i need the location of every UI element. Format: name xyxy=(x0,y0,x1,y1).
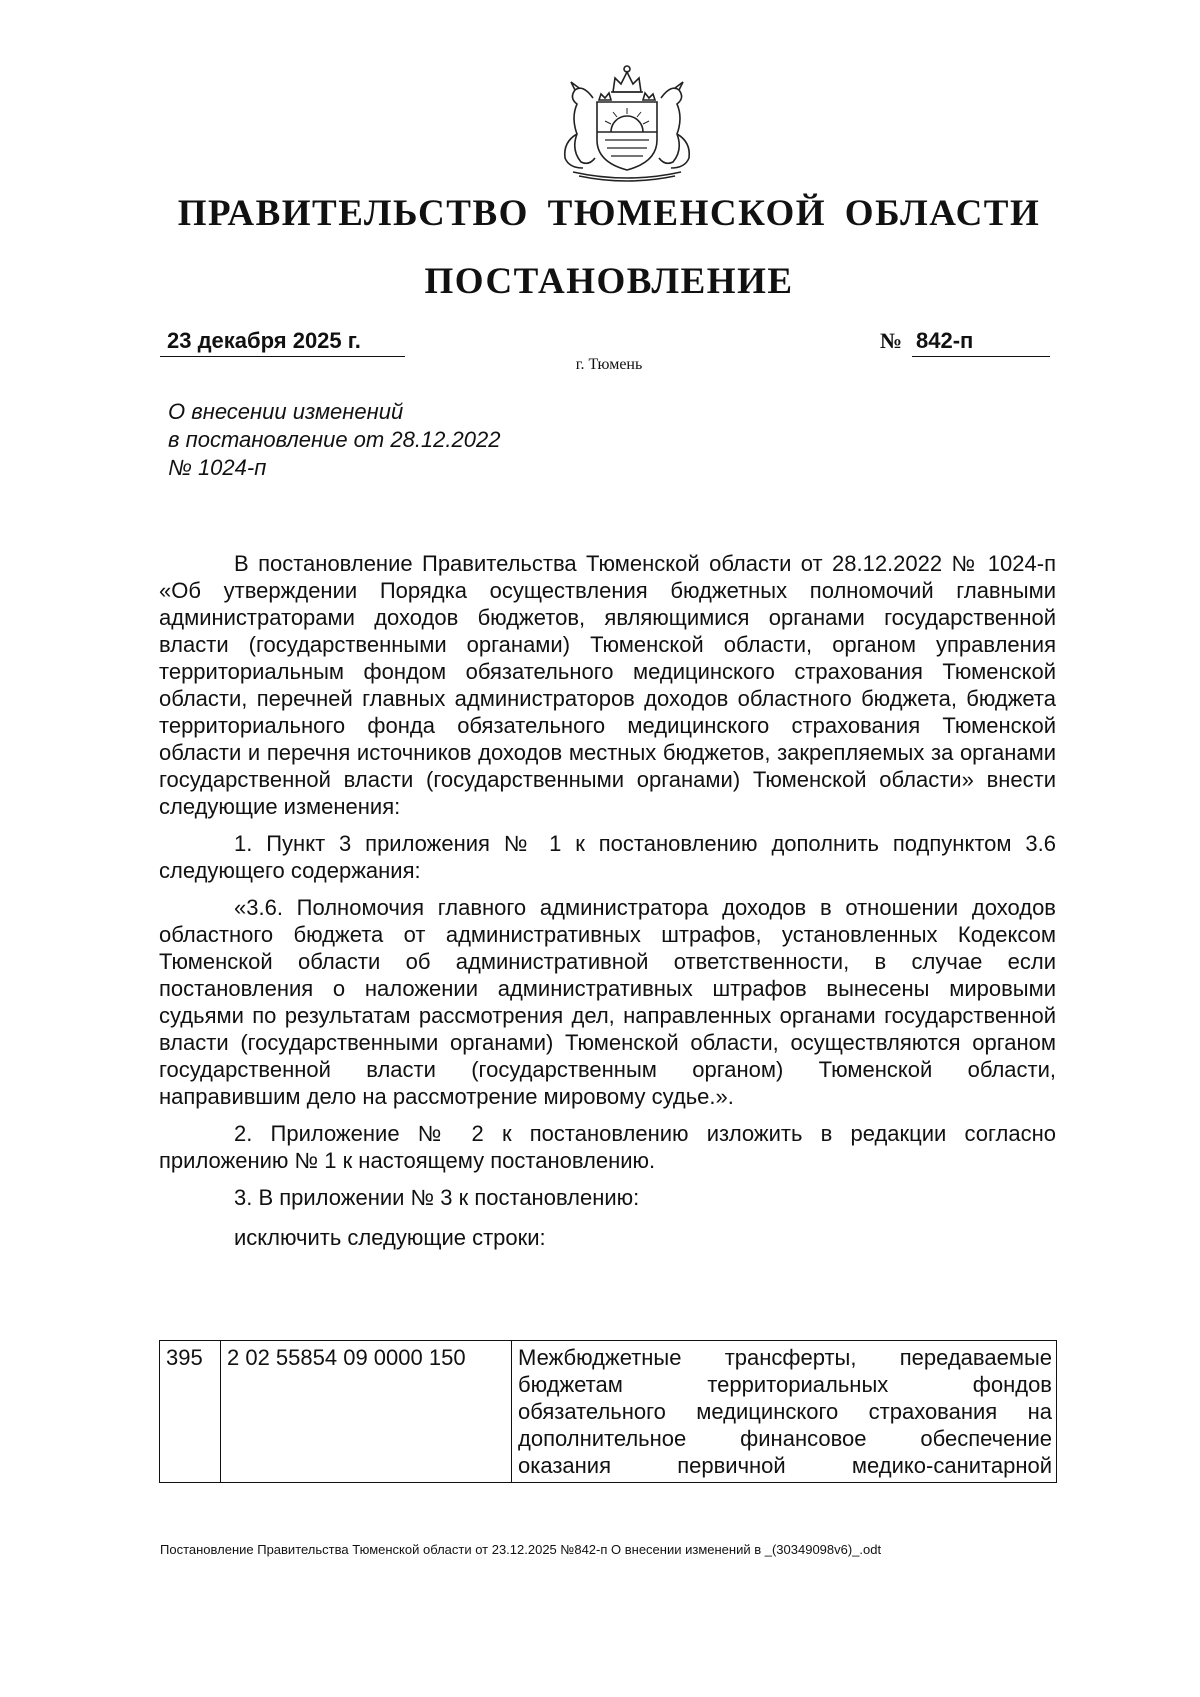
document-date: 23 декабря 2025 г. xyxy=(160,328,405,357)
document-number: 842-п xyxy=(912,328,1050,357)
table-cell-kbk: 2 02 55854 09 0000 150 xyxy=(221,1341,512,1483)
body-paragraph-quote-3-6: «3.6. Полномочия главного администратора доходов в отношении доходов областного бюджета от административных штрафов, установленных Кодексом Тюменской области об административной ответственности, в случае если постановления о наложении административных штрафов вынесены мировыми судьями по результатам рассмотрения дел, направленных органами государственной власти (государственными органами) Тюменской области, осуществляются органом государственной власти (государственным органом) Тюменской области, направившим дело на рассмотрение мировому судье.». xyxy=(159,895,1056,1109)
document-number-label: № xyxy=(880,328,903,353)
coat-of-arms-emblem xyxy=(553,58,701,184)
subject-line: № 1024-п xyxy=(168,455,267,480)
table-row xyxy=(160,1341,1057,1483)
page-footer: Постановление Правительства Тюменской области от 23.12.2025 №842-п О внесении изменений в _(30349098v6)_.odt xyxy=(160,1542,882,1557)
document-subject xyxy=(168,398,500,482)
description-line: бюджетам территориальных фондов xyxy=(518,1372,1052,1397)
subject-line: в постановление от 28.12.2022 xyxy=(168,427,501,452)
document-body xyxy=(159,550,1056,1261)
body-paragraph-item-2: 2. Приложение № 2 к постановлению изложить в редакции согласно приложению № 1 к настоящему постановлению. xyxy=(159,1121,1056,1173)
description-line: обязательного медицинского страхования на xyxy=(518,1399,1052,1424)
table-cell-code: 395 xyxy=(160,1341,221,1483)
government-title: ПРАВИТЕЛЬСТВО ТЮМЕНСКОЙ ОБЛАСТИ xyxy=(177,193,1041,234)
document-city: г. Тюмень xyxy=(575,356,643,373)
body-paragraph-exclude: исключить следующие строки: xyxy=(234,1225,546,1250)
excluded-rows-table xyxy=(159,1340,1057,1483)
body-paragraph-item-1: 1. Пункт 3 приложения № 1 к постановлению дополнить подпунктом 3.6 следующего содержания: xyxy=(159,831,1056,883)
description-line: Межбюджетные трансферты, передаваемые xyxy=(518,1345,1052,1370)
document-type-title: ПОСТАНОВЛЕНИЕ xyxy=(424,261,794,302)
table-cell-description xyxy=(512,1341,1057,1483)
description-line: оказания первичной медико-санитарной xyxy=(518,1453,1052,1478)
body-paragraph-preamble: В постановление Правительства Тюменской области от 28.12.2022 № 1024-п «Об утверждении Порядка осуществления бюджетных полномочий главными администраторами доходов бюджетов, являющимися органами государственной власти (государственными органами) Тюменской области, органом управления территориальным фондом обязательного медицинского страхования Тюменской области, перечней главных администраторов доходов областного бюджета, бюджета территориального фонда обязательного медицинского страхования Тюменской области и перечня источников доходов местных бюджетов, закрепляемых за органами государственной власти (государственными органами) Тюменской области» внести следующие изменения: xyxy=(159,551,1056,819)
description-line: дополнительное финансовое обеспечение xyxy=(518,1426,1052,1451)
subject-line: О внесении изменений xyxy=(168,399,404,424)
body-paragraph-item-3: 3. В приложении № 3 к постановлению: xyxy=(234,1185,640,1210)
